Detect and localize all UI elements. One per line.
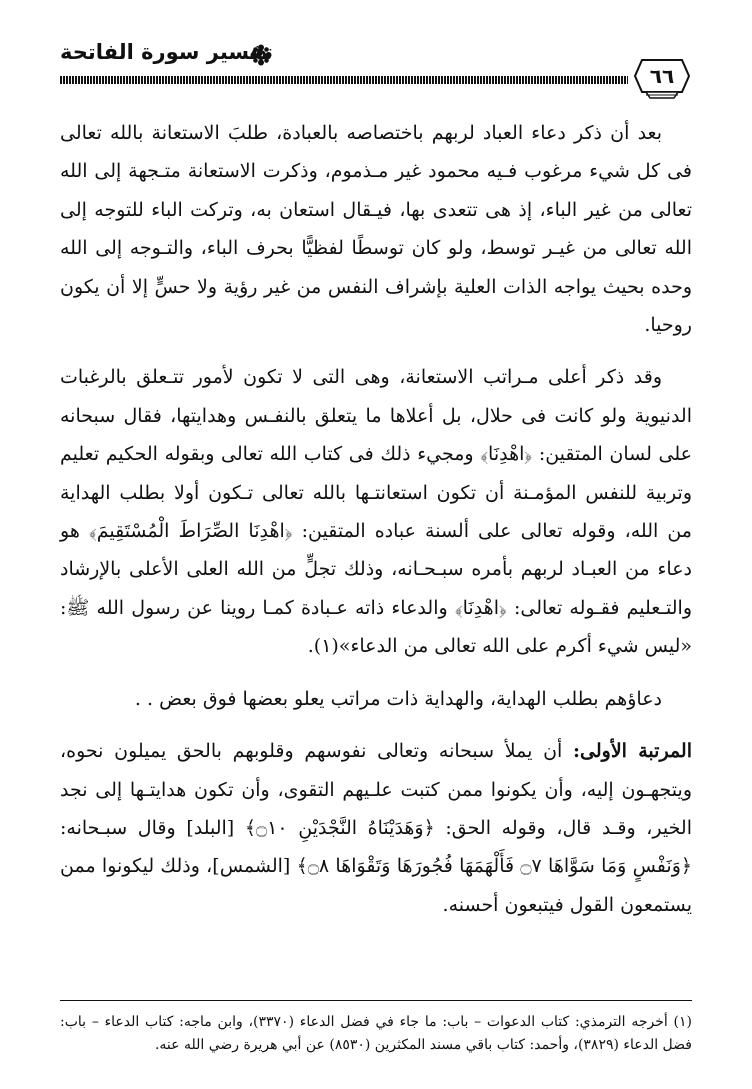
paragraph: دعاؤهم بطلب الهداية، والهداية ذات مراتب يعلو بعضها فوق بعض . .	[134, 687, 662, 710]
page-number: ٦٦	[649, 64, 675, 88]
body-text	[60, 114, 692, 938]
footnotes	[60, 1000, 692, 1057]
paragraph: وقد ذكر أعلى مـراتب الاستعانة، وهى التى لا تكون لأمور تتـعلق بالرغبات الدنيوية ولو كانت فى حلال، بل أعلاها ما يتعلق بالنفـس وهدايتها، فقال سبحانه على لسان المتقين: ﴿اهْدِنَا﴾ ومجيء ذلك فى كتاب الله تعالى وبقوله الحكيم تعليم وتربية للنفس المؤمـنة أن تكون استعانتـها بالله تعالى تـكون أولا بطلب الهداية من الله، وقوله تعالى على ألسنة عباده المتقين: ﴿اهْدِنَا الصِّرَاطَ الْمُسْتَقِيمَ﴾ هو دعاء من العبـاد لربهم بأمره سبـحـانه، وذلك تجلٍّ من الله العلى الأعلى بالإرشاد والتـعليم فقـوله تعالى: ﴿اهْدِنَا﴾ والدعاء ذاته عـبادة كمـا روينا عن رسول الله ﷺ: «ليس شيء أكرم على الله تعالى من الدعاء»(١).	[60, 366, 692, 658]
running-title: تفسير سورة الفاتحة	[60, 40, 273, 64]
page-number-badge	[634, 54, 690, 100]
header-rule	[60, 76, 628, 84]
paragraph-first-rank: المرتبة الأولى: أن يملأ سبحانه وتعالى نفوسهم وقلوبهم بالحق يميلون نحوه، ويتجهـون إليه، وأن يكونوا ممن كتبت علـيهم التقوى، وأن تكون هدايتـها إلى نجد الخير، وقـد قال، وقوله الحق: ﴿وَهَدَيْنَاهُ النَّجْدَيْنِ ۝١٠﴾ [البلد] وقال سبـحانه: ﴿وَنَفْسٍ وَمَا سَوَّاهَا ۝٧ فَأَلْهَمَهَا فُجُورَهَا وَتَقْوَاهَا ۝٨﴾ [الشمس]، وذلك ليكونوا ممن يستمعون القول فيتبعون أحسنه.	[60, 740, 693, 916]
section-label: المرتبة الأولى:	[573, 740, 692, 763]
paragraph: بعد أن ذكر دعاء العباد لربهم باختصاصه بالعبادة، طلبَ الاستعانة بالله تعالى فى كل شيء مرغوب فـيه محمود غير مـذموم، وذكرت الاستعانة متـجهة إلى الله تعالى من غير الباء، إذ هى تتعدى بها، فيـقال استعان به، وتركت الباء للتوجه إلى الله تعالى من غيـر توسط، ولو كان توسطًا لفظيًّا بحرف الباء، والتـوجه إلى الله وحده بحيث يواجه الذات العلية بإشراف النفس من غير رؤية ولا حسٍّ إلا أن يكون روحيا.	[60, 122, 692, 337]
page-header	[60, 38, 690, 108]
footnote: (١) أخرجه الترمذي: كتاب الدعوات – باب: ما جاء في فضل الدعاء (٣٣٧٠)، وابن ماجه: كتاب الدعاء – باب: فضل الدعاء (٣٨٢٩)، وأحمد: كتاب باقي مسند المكثرين (٨٥٣٠) عن أبي هريرة رضي الله عنه.	[60, 1014, 692, 1053]
